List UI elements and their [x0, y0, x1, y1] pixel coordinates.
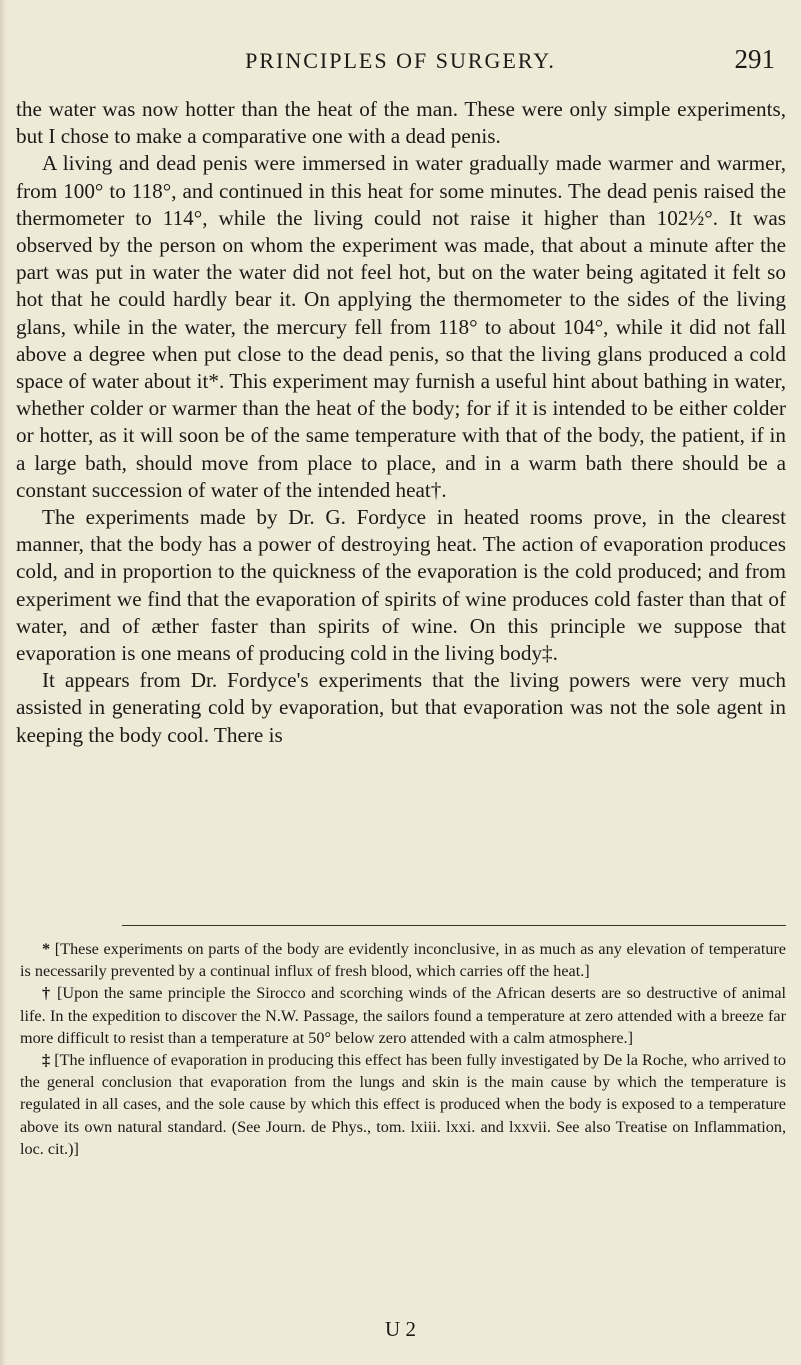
- page-header: [0, 44, 801, 84]
- paragraph: The experiments made by Dr. G. Fordyce in heated rooms prove, in the clearest manner, that the body has a power of destroying heat. The action of evaporation produces cold, and in proportion to the quickness of the evaporation is the cold produced; and from experiment we find that the evaporation of spirits of wine produces cold faster than that of water, and of æther faster than spirits of wine. On this principle we suppose that evaporation is one means of producing cold in the living body‡.: [16, 505, 786, 666]
- footnote-mark: ‡: [42, 1051, 51, 1070]
- footnote: [20, 938, 786, 982]
- body-text: [16, 96, 786, 749]
- signature-mark: U 2: [385, 1317, 416, 1341]
- paragraph: It appears from Dr. Fordyce's experiments that the living powers were very much assisted in generating cold by evaporation, but that evaporation was not the sole agent in keeping the body cool. There is: [16, 668, 786, 747]
- footnotes: [20, 938, 786, 1160]
- footnote-text: [The influence of evaporation in producing this effect has been fully investigated by De la Roche, who arrived to the general conclusion that evaporation from the lungs and skin is the main cause by which the temperature is regulated in all cases, and the sole cause by which this effect is produced when the body is exposed to a temperature above its own natural standard. (See Journ. de Phys., tom. lxiii. lxxi. and lxxvii. See also Treatise on Inflammation, loc. cit.)]: [20, 1051, 787, 1158]
- footnote-rule: [122, 925, 786, 926]
- paragraph: the water was now hotter than the heat of the man. These were only simple experiments, but I chose to make a comparative one with a dead penis.: [16, 97, 786, 149]
- paragraph: A living and dead penis were immersed in water gradually made warmer and warmer, from 100° to 118°, and continued in this heat for some minutes. The dead penis raised the thermometer to 114°, while the living could not raise it higher than 102½°. It was observed by the person on whom the experiment was made, that about a minute after the part was put in water the water did not feel hot, but on the water being agitated it felt so hot that he could hardly bear it. On applying the thermometer to the sides of the living glans, while in the water, the mercury fell from 118° to about 104°, while it did not fall above a degree when put close to the dead penis, so that the living glans produced a cold space of water about it*. This experiment may furnish a useful hint about bathing in water, whether colder or warmer than the heat of the body; for if it is intended to be either colder or hotter, as it will soon be of the same temperature with that of the body, the patient, if in a large bath, should move from place to place, and in a warm bath there should be a constant succession of water of the intended heat†.: [16, 151, 786, 502]
- page-number: 291: [734, 44, 775, 74]
- footnote-text: [These experiments on parts of the body are evidently inconclusive, in as much as any elevation of temperature is necessarily prevented by a continual influx of fresh blood, which carries off the heat.]: [20, 940, 786, 981]
- footnote-mark: †: [42, 984, 52, 1003]
- binding-edge: [0, 0, 6, 1365]
- footnote-text: [Upon the same principle the Sirocco and scorching winds of the African deserts are so destructive of animal life. In the expedition to discover the N.W. Passage, the sailors found a temperature at zero attended with a breeze far more difficult to resist than a temperature at 50° below zero attended with a calm atmosphere.]: [20, 984, 787, 1047]
- footnote: [20, 1049, 786, 1160]
- running-title: PRINCIPLES OF SURGERY.: [245, 48, 556, 73]
- footnote: [20, 982, 786, 1049]
- footnote-mark: *: [42, 940, 51, 958]
